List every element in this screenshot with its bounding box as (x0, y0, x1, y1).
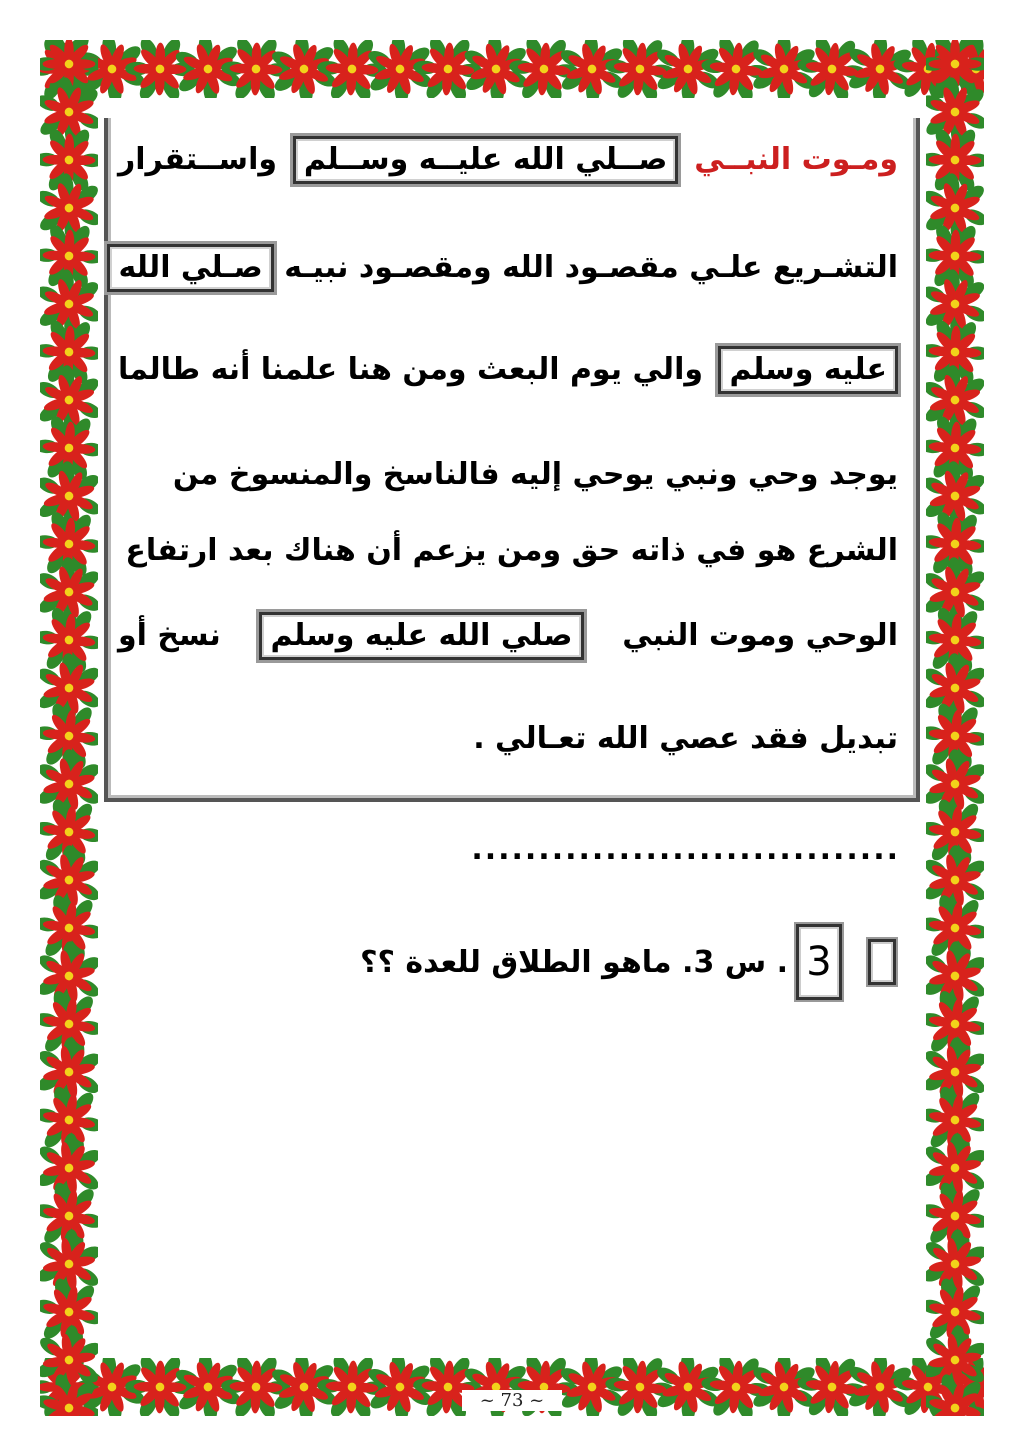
poinsettia-icon (793, 40, 871, 98)
decorative-border-right (926, 40, 984, 1416)
text-segment: ومـوت النبــي (694, 142, 898, 177)
boxed-phrase: صـلي الله (107, 244, 273, 292)
text-segment: التشـريع علـي مقصـود الله ومقصـود نبيـه (284, 250, 898, 285)
text-segment: واســتقرار (118, 142, 277, 177)
text-line-3 (118, 346, 898, 394)
text-line-2 (118, 244, 898, 292)
poinsettia-icon (697, 40, 774, 98)
text-segment: والي يوم البعث ومن هنا علمنا أنه طالما (118, 352, 703, 387)
boxed-phrase: عليه وسلم (718, 346, 898, 394)
decorative-border-top (40, 40, 984, 98)
decorative-border-left (40, 40, 98, 1416)
dotted-separator: ................................ (471, 832, 900, 867)
question-text: . س 3. ماهو الطلاق للعدة ؟؟ (360, 944, 788, 980)
poinsettia-icon (602, 1358, 678, 1416)
page-number: ~ 73 ~ (462, 1390, 562, 1411)
question-checkbox[interactable] (868, 939, 896, 985)
text-line-5 (118, 528, 898, 574)
boxed-phrase: صلي الله عليه وسلم (259, 612, 583, 660)
text-segment: يوجد وحي ونبي يوحي إليه فالناسخ والمنسوخ من (172, 457, 898, 492)
text-segment: تبديل فقد عصي الله تعـالي . (473, 721, 898, 756)
text-segment: الوحي وموت النبي (622, 618, 898, 653)
text-line-4 (118, 452, 898, 498)
question-3 (360, 930, 896, 994)
text-segment: الشرع هو في ذاته حق ومن يزعم أن هناك بعد ارتفاع (125, 533, 898, 568)
text-line-1 (118, 136, 898, 184)
text-segment: نسخ أو (118, 618, 221, 653)
poinsettia-icon (793, 1358, 871, 1416)
text-line-6 (118, 612, 898, 660)
boxed-phrase: صــلي الله عليــه وســلم (293, 136, 679, 184)
poinsettia-icon (697, 1358, 774, 1416)
poinsettia-icon (602, 40, 678, 98)
question-number-box: 3 (796, 924, 842, 1000)
text-line-7 (118, 716, 898, 762)
